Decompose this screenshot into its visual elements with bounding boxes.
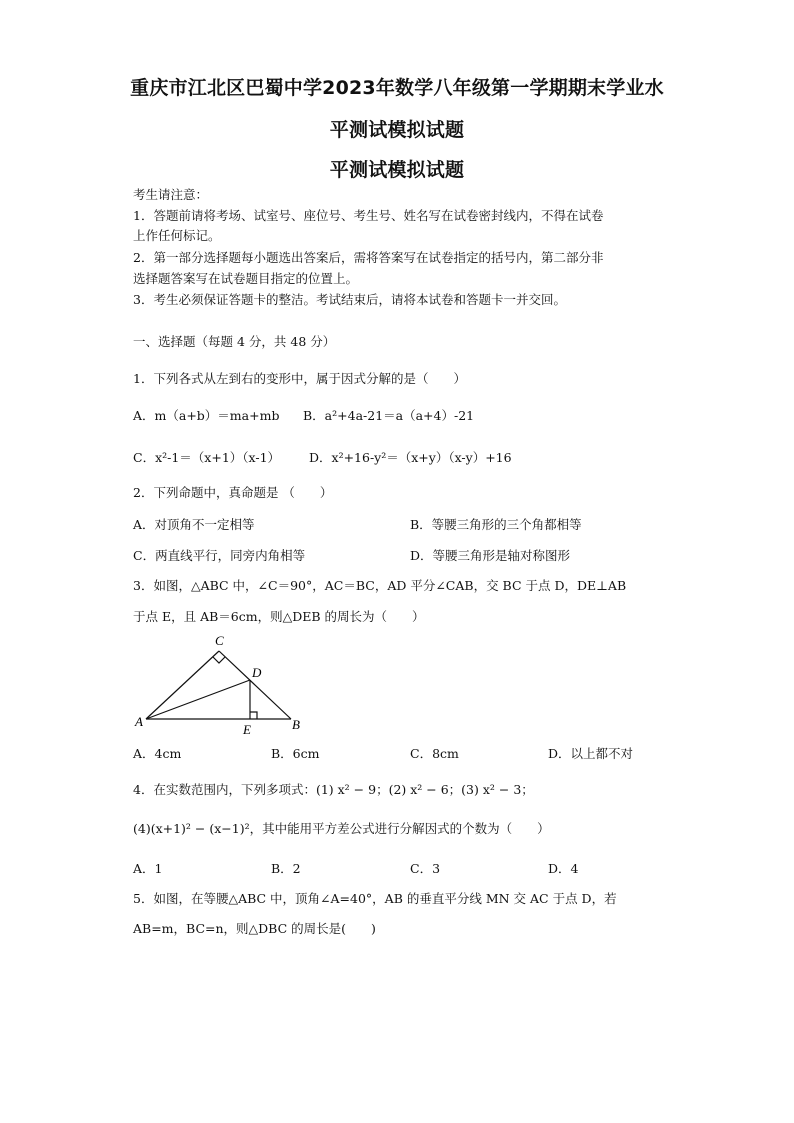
- segment-ad: [146, 680, 250, 719]
- notice-heading: 考生请注意：: [133, 187, 209, 202]
- right-angle-mark-e: [250, 712, 257, 719]
- q4-stem-line2: (4)(x+1)² − (x−1)²，其中能用平方差公式进行分解因式的个数为（ ）: [133, 821, 550, 836]
- q2-option-d: D．等腰三角形是轴对称图形: [410, 548, 571, 563]
- label-d: D: [252, 665, 262, 680]
- q4-stem-line1: 4．在实数范围内，下列多项式：(1) x² − 9；(2) x² − 6；(3) x² − 3；: [133, 782, 534, 797]
- notice-item-1a: 1．答题前请将考场、试室号、座位号、考生号、姓名写在试卷密封线内，不得在试卷: [133, 208, 604, 223]
- q2-stem: 2．下列命题中，真命题是 （ ）: [133, 485, 333, 500]
- q5-stem-line1: 5．如图，在等腰△ABC 中，顶角∠A=40°，AB 的垂直平分线 MN 交 AC 于点 D，若: [133, 891, 617, 906]
- q3-stem-line1: 3．如图，△ABC 中，∠C＝90°，AC＝BC，AD 平分∠CAB，交 BC 于点 D，DE⊥AB: [133, 578, 627, 593]
- segment-ac: [146, 651, 219, 719]
- right-angle-mark-c: [213, 657, 225, 663]
- notice-item-1b: 上作任何标记。: [133, 228, 221, 243]
- q1-option-c: C．x²-1＝（x+1）（x-1）: [133, 450, 281, 465]
- q4-option-c: C．3: [410, 861, 441, 876]
- q3-option-b: B．6cm: [271, 746, 320, 761]
- label-a: A: [135, 714, 143, 729]
- q1-stem: 1．下列各式从左到右的变形中，属于因式分解的是（ ）: [133, 371, 466, 386]
- segment-cb: [219, 651, 291, 719]
- q4-option-a: A．1: [133, 861, 163, 876]
- q1-option-d: D．x²+16-y²＝（x+y）（x-y）+16: [309, 450, 512, 465]
- q3-option-d: D．以上都不对: [548, 746, 634, 761]
- notice-item-2b: 选择题答案写在试卷题目指定的位置上。: [133, 271, 359, 286]
- exam-title-line3: 平测试模拟试题: [329, 159, 465, 181]
- q3-stem-line2: 于点 E，且 AB＝6cm，则△DEB 的周长为（ ）: [133, 609, 425, 624]
- q3-triangle-figure: [133, 630, 313, 740]
- q4-option-b: B．2: [271, 861, 301, 876]
- q3-option-a: A．4cm: [133, 746, 182, 761]
- q1-option-a: A．m（a+b）＝ma+mb: [133, 408, 280, 423]
- label-e: E: [243, 722, 251, 737]
- label-b: B: [292, 717, 300, 732]
- q2-option-c: C．两直线平行，同旁内角相等: [133, 548, 306, 563]
- q4-option-d: D．4: [548, 861, 579, 876]
- exam-title-line1: 重庆市江北区巴蜀中学2023年数学八年级第一学期期末学业水: [130, 77, 664, 99]
- q3-option-c: C．8cm: [410, 746, 459, 761]
- section-heading: 一、选择题（每题 4 分，共 48 分）: [133, 334, 336, 349]
- notice-item-3: 3．考生必须保证答题卡的整洁。考试结束后，请将本试卷和答题卡一并交回。: [133, 292, 566, 307]
- q5-stem-line2: AB=m，BC=n，则△DBC 的周长是( ): [133, 921, 376, 936]
- label-c: C: [215, 633, 224, 648]
- q2-option-b: B．等腰三角形的三个角都相等: [410, 517, 582, 532]
- exam-title-line2: 平测试模拟试题: [329, 119, 465, 141]
- q2-option-a: A．对顶角不一定相等: [133, 517, 255, 532]
- notice-item-2a: 2．第一部分选择题每小题选出答案后，需将答案写在试卷指定的括号内，第二部分非: [133, 250, 604, 265]
- q1-option-b: B．a²+4a-21＝a（a+4）-21: [303, 408, 475, 423]
